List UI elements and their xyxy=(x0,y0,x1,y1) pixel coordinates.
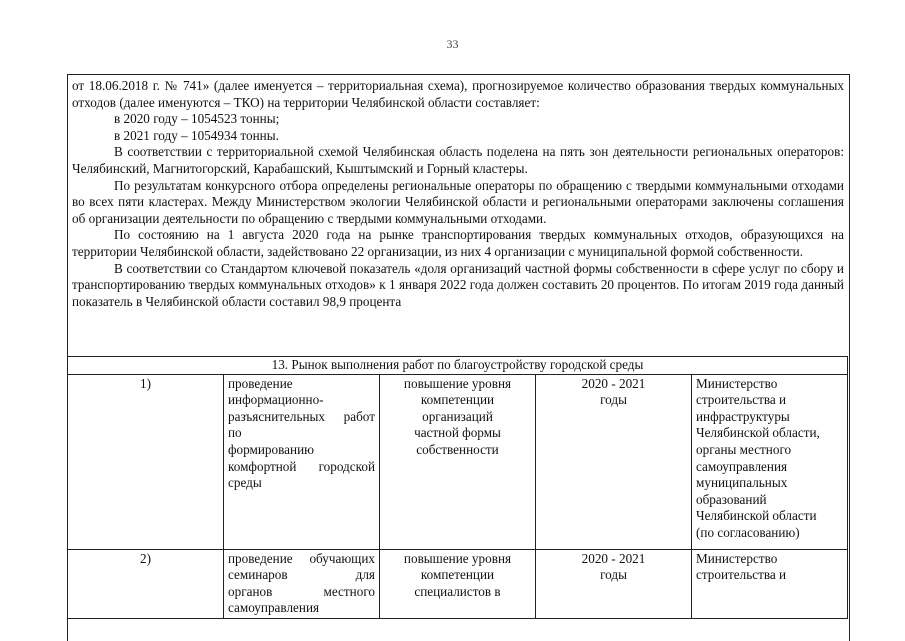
body-text xyxy=(72,78,844,310)
paragraph: от 18.06.2018 г. № 741» (далее именуется – территориальная схема), прогнозируемое количество образования твердых коммунальных отходов (далее именуются – ТКО) на территории Челябинской области составляет: xyxy=(72,78,844,110)
responsible-line: строительства и xyxy=(696,392,787,408)
result-line: компетенции специалистов в xyxy=(414,567,501,599)
list-item: в 2021 году – 1054934 тонны. xyxy=(114,127,279,143)
responsible-line: Министерство xyxy=(696,550,778,566)
action-line: разъяснительных работ по xyxy=(228,408,375,441)
action-cell xyxy=(224,549,380,618)
responsible-cell xyxy=(692,549,848,618)
table-row xyxy=(68,374,848,549)
responsible-line: Челябинской области, xyxy=(696,425,820,441)
table-row xyxy=(68,549,848,618)
row-number: 1) xyxy=(68,374,224,549)
row-number: 2) xyxy=(68,549,224,618)
responsible-line: образований xyxy=(696,491,767,507)
result-line: повышение уровня xyxy=(403,375,512,391)
result-line: собственности xyxy=(416,441,499,457)
measures-table xyxy=(67,356,848,619)
action-line: органов местного самоуправления xyxy=(228,583,375,616)
paragraph: По состоянию на 1 августа 2020 года на рынке транспортирования твердых коммунальных отходов, образующихся на территории Челябинской области, задействовано 22 организации, из них 4 организации с муниципальной формой собственности. xyxy=(72,227,844,259)
action-cell xyxy=(224,374,380,549)
paragraph: По результатам конкурсного отбора определены региональные операторы по обращению с твердыми коммунальными отходами во всех пяти кластерах. Между Министерством экологии Челябинской области и региональными операторами заключены соглашения об организации деятельности по обращению с твердыми коммунальными отходами. xyxy=(72,177,844,226)
responsible-line: строительства и xyxy=(696,567,787,583)
responsible-line: Министерство xyxy=(696,375,778,391)
period-cell xyxy=(536,549,692,618)
result-cell xyxy=(380,374,536,549)
page-number: 33 xyxy=(446,37,459,51)
result-line: частной формы xyxy=(414,425,501,441)
table-section-title-row xyxy=(68,357,848,375)
responsible-line: (по согласованию) xyxy=(696,524,800,540)
period-line: 2020 - 2021 xyxy=(581,550,646,566)
period-line: 2020 - 2021 xyxy=(581,375,646,391)
period-line: годы xyxy=(600,392,627,408)
period-cell xyxy=(536,374,692,549)
responsible-line: муниципальных xyxy=(696,475,788,491)
action-line: проведение информационно- xyxy=(228,375,324,408)
action-line: формированию комфортной городской xyxy=(228,441,375,474)
result-line: повышение уровня xyxy=(403,550,512,566)
responsible-line: органы местного xyxy=(696,441,792,457)
list-item: в 2020 году – 1054523 тонны; xyxy=(114,111,280,127)
action-line: проведение обучающих семинаров для xyxy=(228,550,375,583)
table-section-title: 13. Рынок выполнения работ по благоустройству городской среды xyxy=(68,357,848,375)
paragraph: В соответствии с территориальной схемой Челябинская область поделена на пять зон деятельности региональных операторов: Челябинский, Магнитогорский, Карабашский, Кыштымский и Горный кластеры. xyxy=(72,144,844,176)
paragraph: В соответствии со Стандартом ключевой показатель «доля организаций частной формы собственности в сфере услуг по сбору и транспортированию твердых коммунальных отходов» к 1 января 2022 года должен составить 20 процентов. По итогам 2019 года данный показатель в Челябинской области составил 98,9 процента xyxy=(72,260,844,309)
result-line: компетенции организаций xyxy=(420,392,495,424)
action-line: среды xyxy=(228,475,262,491)
result-cell xyxy=(380,549,536,618)
responsible-line: самоуправления xyxy=(696,458,788,474)
responsible-line: инфраструктуры xyxy=(696,408,790,424)
period-line: годы xyxy=(600,567,627,583)
responsible-line: Челябинской области xyxy=(696,508,817,524)
responsible-cell xyxy=(692,374,848,549)
